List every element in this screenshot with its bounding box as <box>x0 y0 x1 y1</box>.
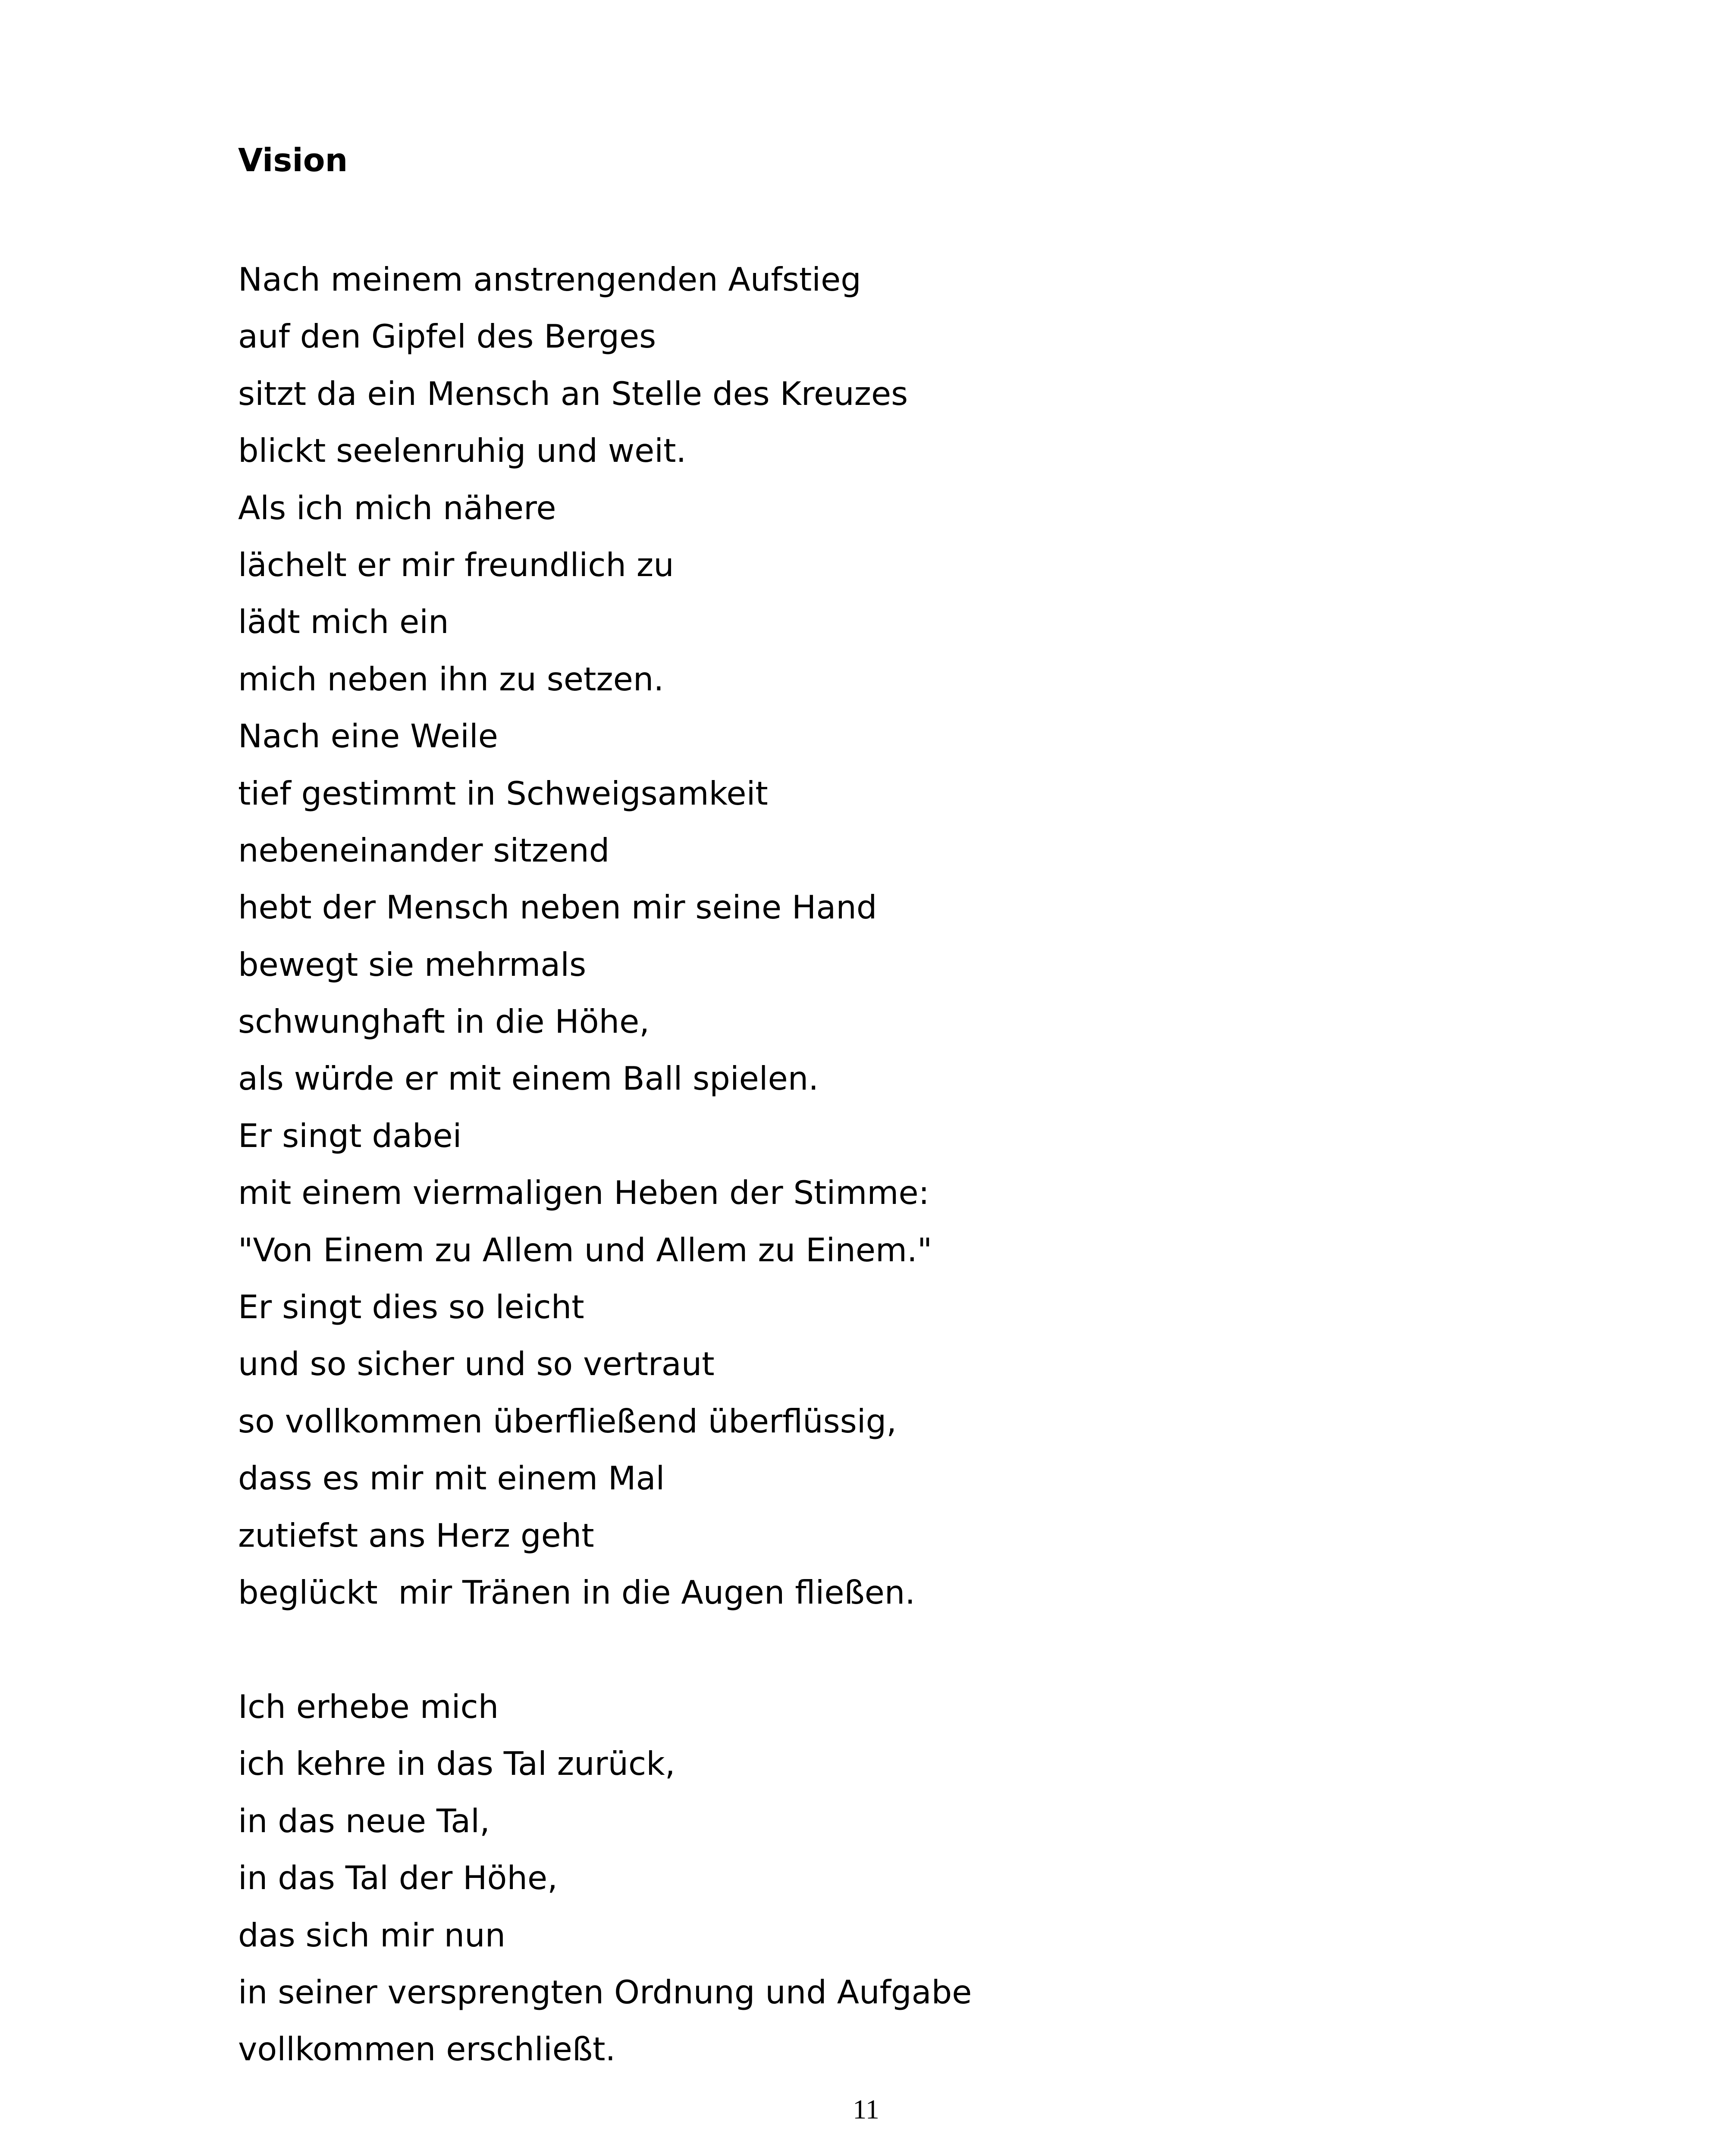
poem-line: in das Tal der Höhe, <box>238 1859 558 1897</box>
poem-line: so vollkommen überfließend überflüssig, <box>238 1402 897 1440</box>
poem-line: und so sicher und so vertraut <box>238 1345 715 1383</box>
poem-line: bewegt sie mehrmals <box>238 945 587 984</box>
poem-title: Vision <box>238 142 348 179</box>
poem-line: nebeneinander sitzend <box>238 831 610 869</box>
poem-line: mich neben ihn zu setzen. <box>238 660 664 698</box>
poem-line: Ich erhebe mich <box>238 1688 499 1726</box>
page-number: 11 <box>853 2094 879 2125</box>
stanza-2 <box>238 1678 972 2078</box>
poem-line: blickt seelenruhig und weit. <box>238 432 687 470</box>
poem-line: Als ich mich nähere <box>238 489 556 527</box>
poem-line: das sich mir nun <box>238 1916 506 1954</box>
poem-line: sitzt da ein Mensch an Stelle des Kreuzes <box>238 374 908 413</box>
poem-line: "Von Einem zu Allem und Allem zu Einem." <box>238 1231 932 1269</box>
poem-line: Er singt dabei <box>238 1116 462 1155</box>
poem-line: hebt der Mensch neben mir seine Hand <box>238 888 877 927</box>
poem-line: dass es mir mit einem Mal <box>238 1459 665 1498</box>
poem-line: lächelt er mir freundlich zu <box>238 545 674 584</box>
poem-line: zutiefst ans Herz geht <box>238 1516 594 1554</box>
poem-line: vollkommen erschließt. <box>238 2030 616 2068</box>
poem-line: Nach meinem anstrengenden Aufstieg <box>238 260 861 298</box>
poem-line: in das neue Tal, <box>238 1802 490 1840</box>
poem-line: mit einem viermaligen Heben der Stimme: <box>238 1174 929 1212</box>
poem-line: tief gestimmt in Schweigsamkeit <box>238 774 768 812</box>
poem-line: schwunghaft in die Höhe, <box>238 1003 650 1041</box>
poem-line: auf den Gipfel des Berges <box>238 317 656 356</box>
stanza-1 <box>238 251 932 1621</box>
poem-line: in seiner versprengten Ordnung und Aufgabe <box>238 1973 972 2011</box>
poem-line: beglückt mir Tränen in die Augen fließen. <box>238 1573 916 1611</box>
poem-line: ich kehre in das Tal zurück, <box>238 1745 675 1783</box>
poem-line: als würde er mit einem Ball spielen. <box>238 1059 819 1098</box>
poem-line: Nach eine Weile <box>238 717 498 755</box>
poem-line: lädt mich ein <box>238 603 449 641</box>
poem-line: Er singt dies so leicht <box>238 1288 584 1326</box>
